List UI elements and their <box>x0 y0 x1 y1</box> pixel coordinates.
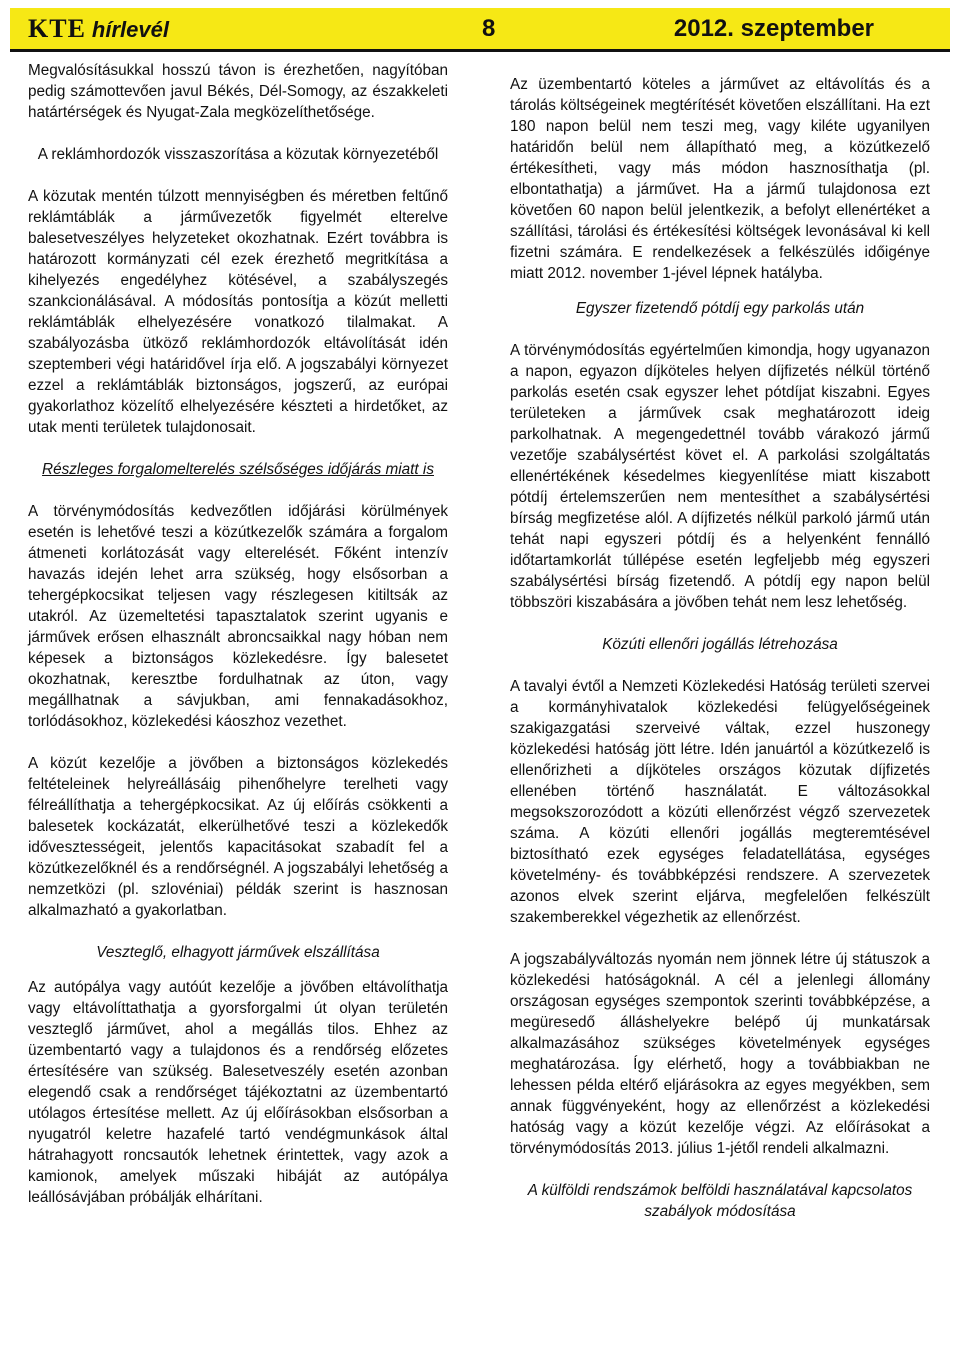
page-number: 8 <box>482 15 496 42</box>
intro-paragraph: Megvalósításukkal hosszú távon is érezhetően, nagyítóban pedig számottevően javul Békés, Dél-Somogy, az északkeleti határtérségek és Nyugat-Zala megközelíthetősége. <box>28 62 448 121</box>
newsletter-header <box>10 8 950 52</box>
heading-weather: Részleges forgalomelterelés szélsőséges időjárás miatt is <box>42 461 434 478</box>
heading-inspection: Közúti ellenőri jogállás létrehozása <box>602 636 838 653</box>
brand-hirlevel: hírlevél <box>91 17 169 42</box>
weather-paragraph: A törvénymódosítás kedvezőtlen időjárási körülmények esetén is lehetővé teszi a közútkezelők számára a forgalom átmeneti korlátozását vagy elterelését. Főként intenzív havazás idején lehet arra szükség, hogy elsősorban a tehergépkocsikat teljesen vagy részlegesen kitiltsák az utakról. Az üzemeltetési tapasztalatok szerint ugyanis e járművek erősen elhasznált abroncsaikkal nagy hóban nem képesek a biztonságos közlekedésre. Így balesetet okozhatnak, keresztbe fordulhatnak az úton, vagy megállhatnak a sávjukban, ami fennakadásokhoz, torlódásokhoz, közlekedési káoszhoz vezethet. <box>28 503 448 730</box>
heading-abandoned-vehicles: Veszteglő, elhagyott járművek elszállítása <box>96 944 380 961</box>
parking-fee-paragraph: A törvénymódosítás egyértelműen kimondja, hogy ugyanazon a napon, egyazon díjköteles helyen díjfizetés nélkül történő parkolás esetén csak egyszer lehet pótdíjat kiszabni. Egyes területeken a járművek csak meghatározott ideig parkolhatnak. A megengedettnél tovább várakozó jármű vezetője szabálysértést követ el. A parkolási szolgáltatás ellenértékének késedelmes kiegyenlítése miatt kiszabott pótdíj értelemszerűen nem mentesíthet a szabálysértési bírság megfizetése alól. A díjfizetés nélkül parkoló jármű után tehát napi egyszeri pótdíj és a helyenként fennálló időtartamkorlát túllépése esetén legfeljebb még egyszeri szabálysértési bírság fizetendő. A pótdíj egy napon belül többszöri kiszabására a jövőben tehát nem lesz lehetőség. <box>510 342 930 611</box>
removal-costs-paragraph: Az üzembentartó köteles a járművet az eltávolítás és a tárolás költségeinek megtérítését követően elszállítani. Ha ezt 180 napon belül nem teszi meg, vagy kiléte ugyanilyen határidőn belül nem állapítható meg, a közútkezelő értékesítheti, vagy más módon hasznosíthatja (pl. elbontathatja) a járművet. Ha a jármű tulajdonosa ezt követően 60 napon belül jelentkezik, a befolyt ellenértéket a szállítási, tárolási és értékesítési költségek levonásával ki kell fizetni számára. E rendelkezések a felkészülés időigénye miatt 2012. november 1-jével lépnek hatályba. <box>510 76 930 282</box>
issue-date: 2012. szeptember <box>673 15 874 42</box>
heading-parking-fee: Egyszer fizetendő pótdíj egy parkolás után <box>575 300 865 317</box>
newsletter-brand <box>28 14 169 45</box>
heading-billboards: A reklámhordozók visszaszorítása a közutak környezetéből <box>37 146 439 163</box>
inspection-paragraph-1: A tavalyi évtől a Nemzeti Közlekedési Hatóság területi szervei a kormányhivatalok közlekedési felügyelőségeinek szakigazgatási szerveivé váltak, ezzel huszonegy közlekedési hatóság jött létre. Idén januártól a közútkezelő is ellenőrizheti a díjköteles országos közutak díjfizetés ellenében történő használatát. E változásokkal megsokszorozódott a közúti ellenőrzést végző szervezetek száma. A közúti ellenőri jogállás megteremtésével biztosítható ezek egységes feladatellátása, egységes követelmény- és továbbképzési rendszere. A szervezetek azonos elvek szerint eljárva, megfelelően felkészült szakemberekkel végezhetik az ellenőrzést. <box>510 678 930 926</box>
heading-foreign-plates: A külföldi rendszámok belföldi használatával kapcsolatos szabályok módosítása <box>527 1182 913 1220</box>
left-column <box>28 60 448 1208</box>
parking-places-paragraph: A közút kezelője a jövőben a biztonságos közlekedés feltételeinek helyreállásáig pihenőhelyre terelheti vagy félreállíthatja a tehergépkocsikat. Az új előírás csökkenti a balesetek kockázatát, elkerülhetővé teszi a közlekedők idővesztességeit, jelentős kapacitásokat szabadít fel a közútkezelőknél és a rendőrségnél. A jogszabályi lehetőség a nemzetközi (pl. szlovéniai) példák szerint is hasznosan alkalmazható a gyakorlatban. <box>28 755 448 919</box>
billboards-paragraph: A közutak mentén túlzott mennyiségben és méretben feltűnő reklámtáblák a járművezetők figyelmét elterelve balesetveszélyes helyzeteket okozhatnak. Ezért továbbra is határozott kormányzati cél ezek érezhető megritkítása a kihelyezés engedélyhez kötésével, a szabályszegés szankcionálásával. A módosítás pontosítja a közút melletti reklámtáblák elhelyezésére vonatkozó tilalmakat. A szabályozásba ütköző reklámhordozók eltávolítását idén szeptemberi végi határidővel írja elő. A jogszabályi környezet ezzel a reklámtáblák biztonságos, jogszerű, az európai gyakorlathoz közelítő elhelyezésére készteti a hirdetőket, az utak menti területek tulajdonosait. <box>28 188 448 436</box>
abandoned-vehicles-paragraph: Az autópálya vagy autóút kezelője a jövőben eltávolíthatja vagy eltávolíttathatja a gyorsforgalmi út olyan területén veszteglő járművet, ahol a megállás tilos. Ehhez az üzembentartó vagy a tulajdonos és a rendőrség előzetes értesítésére van szükség. Balesetveszély esetén azonban elegendő csak a rendőrséget tájékoztatni az üzembentartó utólagos értesítése mellett. Az új előírásokban elsősorban a nyugatról keletre hazafelé tartó vendégmunkások által hátrahagyott roncsautók lehetnek érintettek, vagy azok a kamionok, amelyek műszaki hibáját az autópálya leállósávjában próbálják elhárítani. <box>28 979 448 1206</box>
right-column <box>510 60 930 1222</box>
inspection-paragraph-2: A jogszabályváltozás nyomán nem jönnek létre új státuszok a közlekedési hatóságoknál. A cél a jelenlegi állomány országosan egységes szempontok szerinti továbbképzése, a megüresedő álláshelyekre belépő új munkatársak alkalmazásához szükséges követelmények egységes meghatározása. Így elérhető, hogy a továbbiakban ne lehessen példa eltérő eljárásokra az egyes megyékben, sem annak függvényeként, hogy az ellenőrzést a közlekedési hatóság vagy a közút kezelője végzi. Az előírásokat a törvénymódosítás 2013. július 1-jétől rendeli alkalmazni. <box>510 951 930 1157</box>
brand-kte: KTE <box>28 14 86 43</box>
